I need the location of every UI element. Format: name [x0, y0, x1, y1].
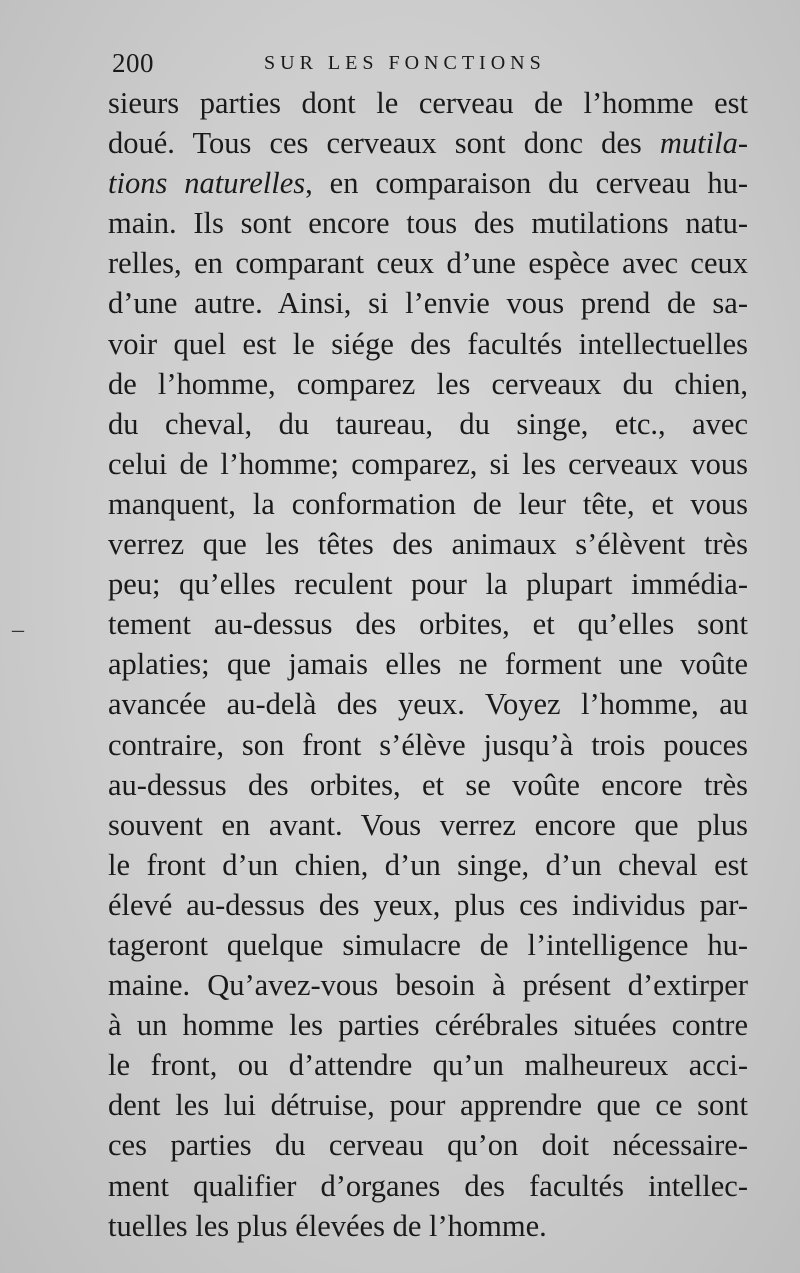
italic-phrase: tions naturelles — [108, 166, 306, 201]
text-line: du cheval, du taureau, du singe, etc., avec — [108, 406, 748, 441]
italic-phrase: mutila- — [659, 126, 748, 161]
text-line: voir quel est le siége des facultés intellectuelles — [108, 326, 748, 361]
page-number: 200 — [112, 48, 154, 78]
text-line: avancée au-delà des yeux. Voyez l’homme, au — [108, 687, 748, 722]
text-line: verrez que les têtes des animaux s’élèvent très — [108, 527, 748, 562]
body-text — [108, 83, 748, 1246]
text-line: le front, ou d’attendre qu’un malheureux acci- — [108, 1048, 748, 1083]
text-line: peu; qu’elles reculent pour la plupart immédia- — [108, 567, 748, 602]
text-line: ces parties du cerveau qu’on doit nécessaire- — [108, 1128, 748, 1163]
text-line: celui de l’homme; comparez, si les cerveaux vous — [108, 446, 748, 481]
text-line: de l’homme, comparez les cerveaux du chien, — [108, 366, 748, 401]
text-line: main. Ils sont encore tous des mutilations natu- — [108, 206, 748, 241]
text-line: tuelles les plus élevées de l’homme. — [108, 1208, 547, 1243]
text-line: tageront quelque simulacre de l’intelligence hu- — [108, 927, 748, 962]
text-line: souvent en avant. Vous verrez encore que plus — [108, 807, 748, 842]
text-line: élevé au-dessus des yeux, plus ces individus par- — [108, 887, 748, 922]
text-line: maine. Qu’avez-vous besoin à présent d’extirper — [108, 968, 748, 1003]
text-line: à un homme les parties cérébrales situées contre — [108, 1008, 748, 1043]
text-line: sieurs parties dont le cerveau de l’homme est — [108, 86, 748, 120]
text-line: aplaties; que jamais elles ne forment une voûte — [108, 647, 748, 682]
running-head: SUR LES FONCTIONS — [264, 52, 546, 74]
text-line: tions naturelles, en comparaison du cerveau hu- — [108, 166, 748, 201]
text-line: d’une autre. Ainsi, si l’envie vous prend de sa- — [108, 286, 748, 321]
text-line: contraire, son front s’élève jusqu’à trois pouces — [108, 727, 748, 762]
text-line: manquent, la conformation de leur tête, et vous — [108, 486, 748, 521]
text-line: dent les lui détruise, pour apprendre que ce sont — [108, 1088, 748, 1123]
margin-mark: – — [12, 617, 24, 643]
text-line: doué. Tous ces cerveaux sont donc des mutila- — [108, 126, 748, 161]
text-line: relles, en comparant ceux d’une espèce avec ceux — [108, 246, 748, 281]
text-line: tement au-dessus des orbites, et qu’elles sont — [108, 607, 748, 642]
text-line: ment qualifier d’organes des facultés intellec- — [108, 1168, 748, 1203]
page-header — [112, 48, 742, 82]
text-line: le front d’un chien, d’un singe, d’un cheval est — [108, 847, 748, 882]
text-line: au-dessus des orbites, et se voûte encore très — [108, 767, 748, 802]
